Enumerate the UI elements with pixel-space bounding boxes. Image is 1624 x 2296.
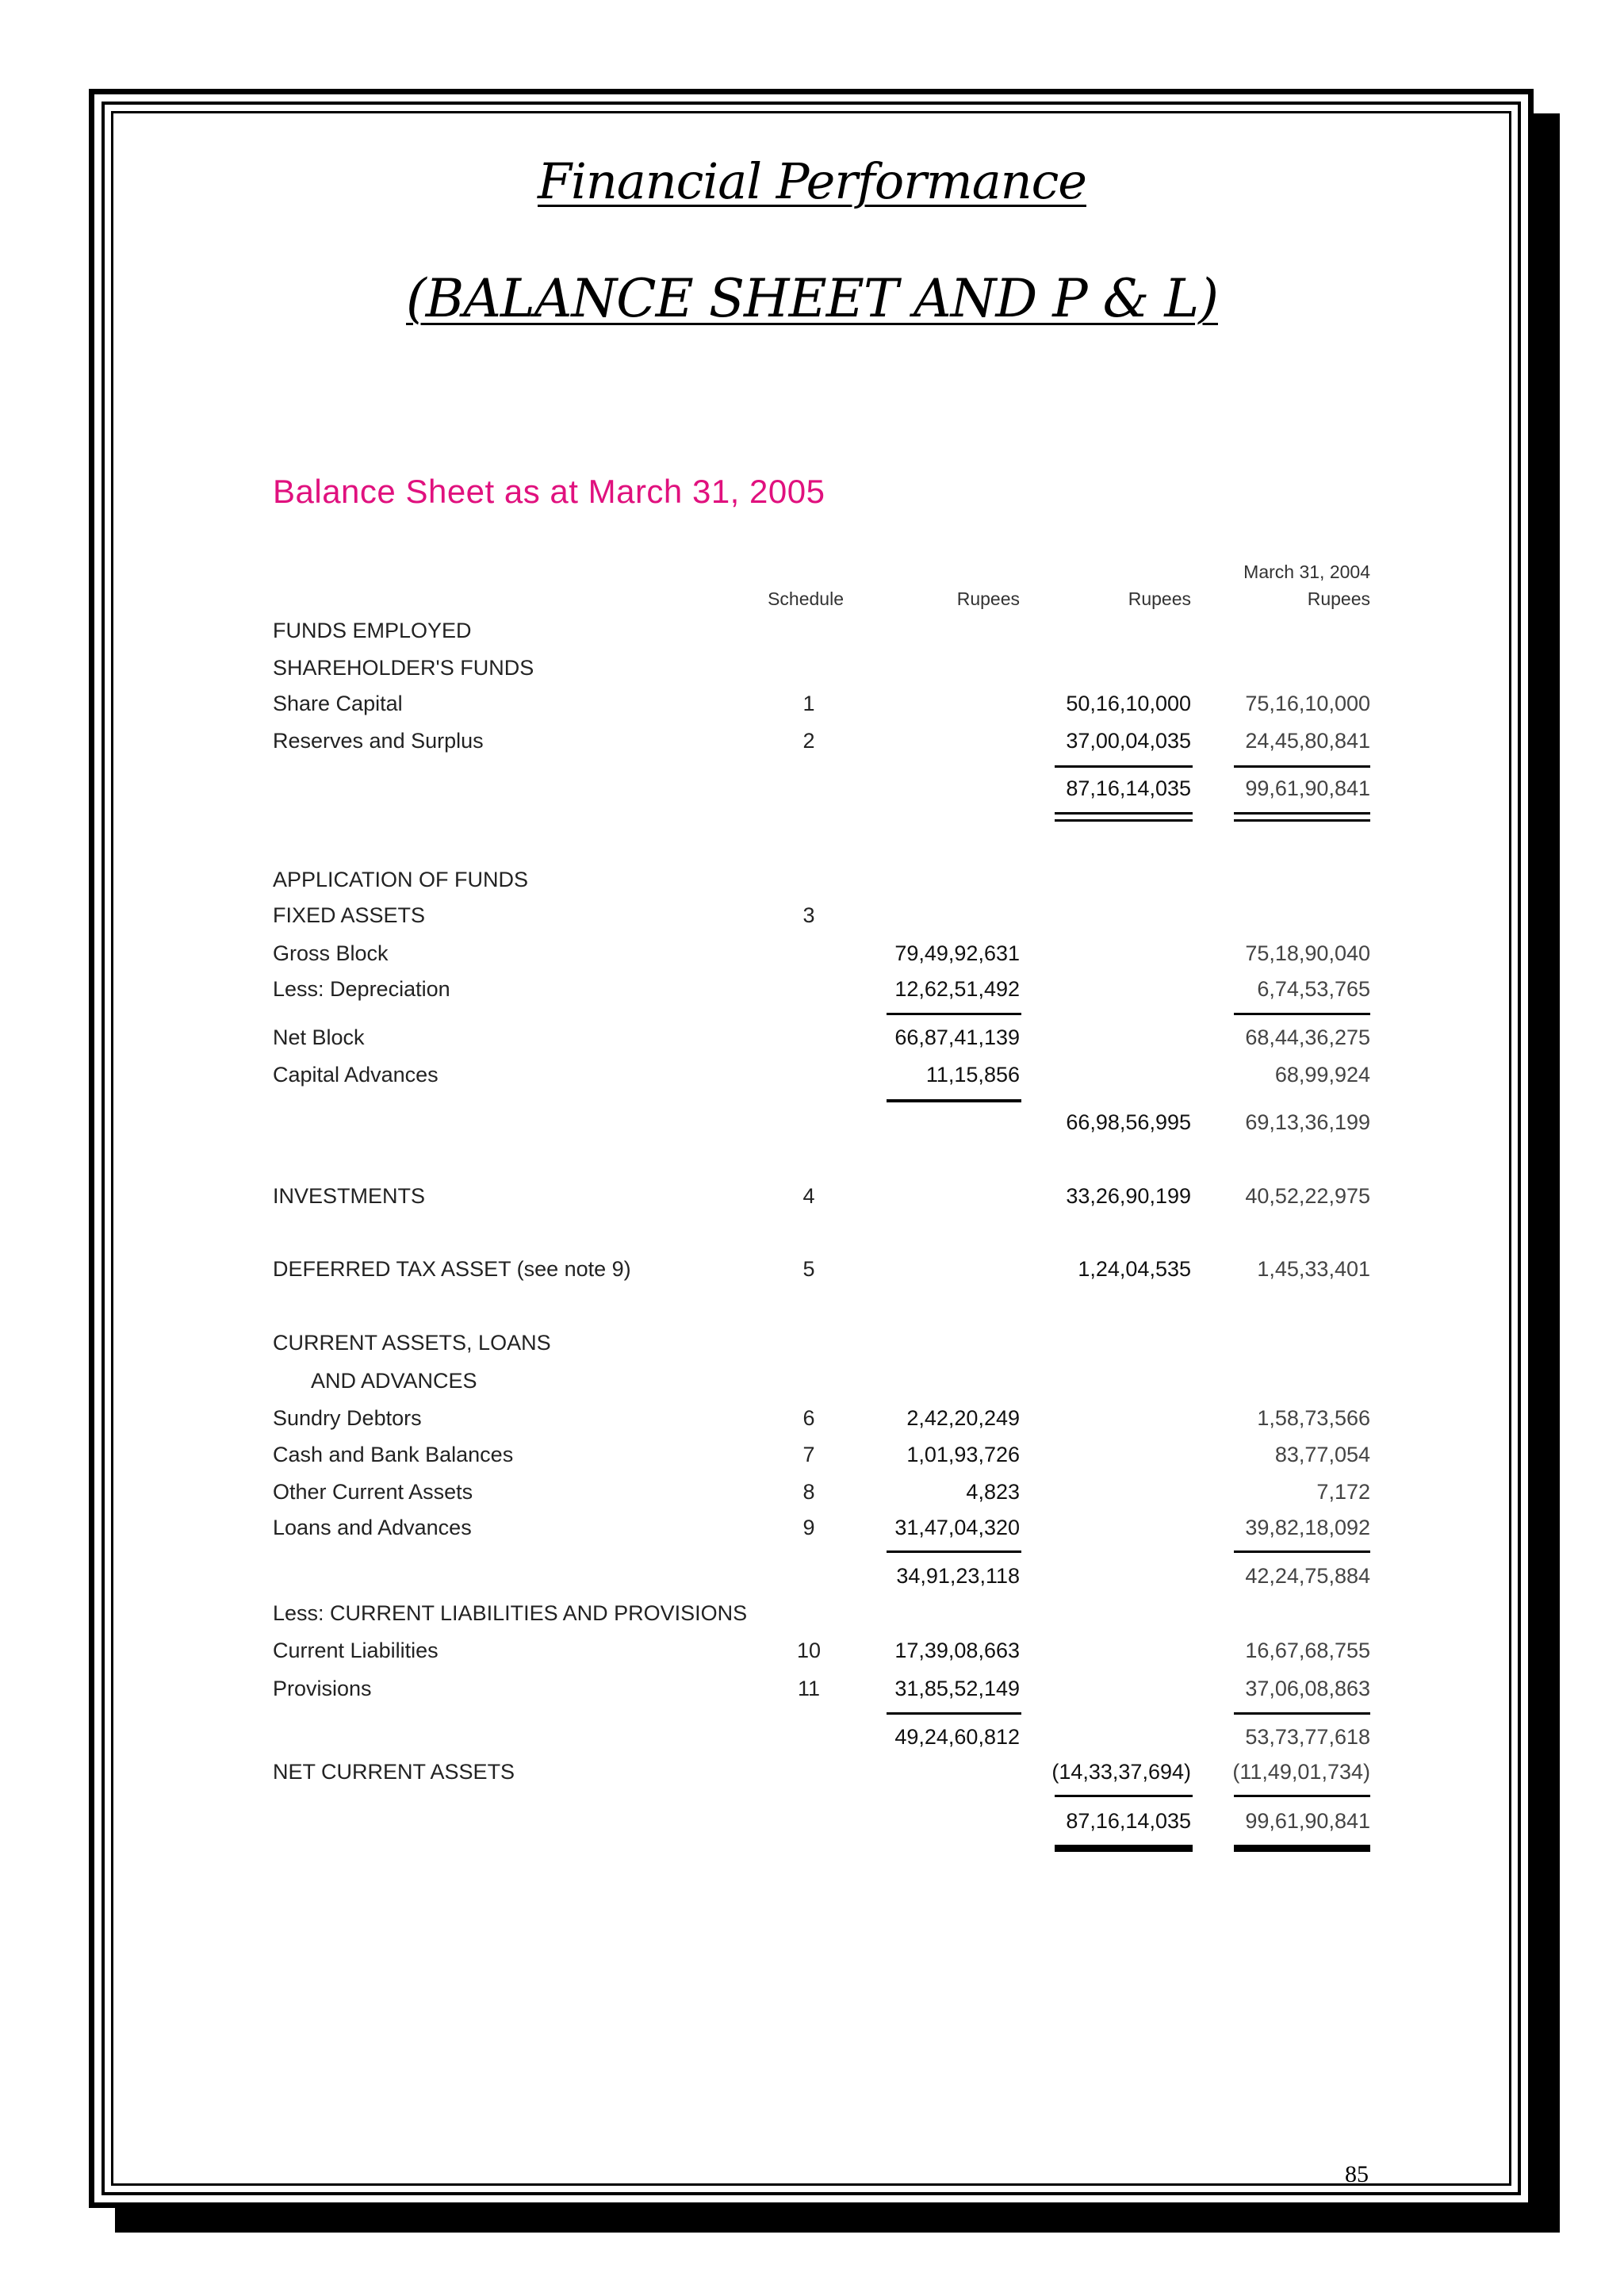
column-header-prev-year: March 31, 2004 bbox=[1243, 562, 1370, 582]
row-value-prev: 42,24,75,884 bbox=[1245, 1564, 1370, 1588]
total-rule bbox=[887, 1099, 1021, 1102]
row-value-prev: 75,18,90,040 bbox=[1245, 941, 1370, 965]
row-value-prev: 69,13,36,199 bbox=[1245, 1110, 1370, 1134]
row-value-sub: 12,62,51,492 bbox=[894, 977, 1020, 1001]
row-value-prev: 39,82,18,092 bbox=[1245, 1516, 1370, 1539]
table-row bbox=[0, 1443, 1624, 1474]
table-row bbox=[0, 903, 1624, 935]
total-rule bbox=[1055, 1795, 1193, 1797]
row-schedule: 5 bbox=[802, 1257, 815, 1281]
row-value: 66,98,56,995 bbox=[1066, 1110, 1191, 1134]
row-value-sub: 11,15,856 bbox=[925, 1063, 1020, 1087]
row-schedule: 6 bbox=[802, 1406, 815, 1430]
column-header-rupees: Rupees bbox=[1128, 588, 1191, 609]
row-label: Loans and Advances bbox=[273, 1516, 472, 1539]
column-header-schedule: Schedule bbox=[768, 588, 844, 609]
row-value-prev: (11,49,01,734) bbox=[1232, 1760, 1370, 1784]
total-rule bbox=[1234, 1013, 1370, 1015]
row-label: Other Current Assets bbox=[273, 1480, 473, 1504]
row-label: AND ADVANCES bbox=[311, 1369, 477, 1393]
row-label: FUNDS EMPLOYED bbox=[273, 619, 472, 642]
row-label: APPLICATION OF FUNDS bbox=[273, 868, 529, 891]
row-value-sub: 79,49,92,631 bbox=[894, 941, 1020, 965]
row-value-prev: 1,45,33,401 bbox=[1257, 1257, 1370, 1281]
table-row bbox=[0, 1725, 1624, 1757]
total-rule bbox=[1234, 1550, 1370, 1553]
total-rule bbox=[887, 1013, 1021, 1015]
row-label: SHAREHOLDER'S FUNDS bbox=[273, 656, 534, 680]
balance-sheet-title: Balance Sheet as at March 31, 2005 bbox=[273, 473, 825, 510]
row-label: Provisions bbox=[273, 1677, 372, 1700]
row-schedule: 8 bbox=[802, 1480, 815, 1504]
row-value-prev: 7,172 bbox=[1316, 1480, 1370, 1504]
table-row bbox=[0, 1809, 1624, 1841]
total-rule bbox=[1234, 765, 1370, 768]
grand-total-rule bbox=[1055, 1845, 1193, 1852]
row-value-prev: 68,99,924 bbox=[1274, 1063, 1370, 1087]
row-label: Sundry Debtors bbox=[273, 1406, 422, 1430]
table-row bbox=[0, 1331, 1624, 1363]
row-value-prev: 6,74,53,765 bbox=[1257, 977, 1370, 1001]
row-value-sub: 1,01,93,726 bbox=[906, 1443, 1020, 1466]
column-header-rupees: Rupees bbox=[1307, 588, 1370, 609]
table-row bbox=[0, 1406, 1624, 1438]
row-schedule: 4 bbox=[802, 1184, 815, 1208]
table-row bbox=[0, 1480, 1624, 1512]
row-label: Capital Advances bbox=[273, 1063, 439, 1087]
row-value: (14,33,37,694) bbox=[1051, 1760, 1191, 1784]
row-value-prev: 24,45,80,841 bbox=[1245, 729, 1370, 753]
table-row bbox=[0, 1369, 1624, 1401]
row-label: CURRENT ASSETS, LOANS bbox=[273, 1331, 551, 1355]
row-value-sub: 66,87,41,139 bbox=[894, 1025, 1020, 1049]
total-rule bbox=[887, 1712, 1021, 1715]
row-schedule: 9 bbox=[802, 1516, 815, 1539]
row-value: 1,24,04,535 bbox=[1078, 1257, 1191, 1281]
row-value-prev: 99,61,90,841 bbox=[1245, 776, 1370, 800]
row-label: Current Liabilities bbox=[273, 1639, 439, 1662]
table-row bbox=[0, 656, 1624, 688]
double-rule bbox=[1234, 812, 1370, 815]
row-value-prev: 99,61,90,841 bbox=[1245, 1809, 1370, 1833]
row-label: INVESTMENTS bbox=[273, 1184, 426, 1208]
row-value-prev: 40,52,22,975 bbox=[1245, 1184, 1370, 1208]
row-schedule: 3 bbox=[802, 903, 815, 927]
table-row bbox=[0, 729, 1624, 761]
table-row bbox=[0, 619, 1624, 650]
table-row bbox=[0, 1760, 1624, 1792]
page-subtitle: (BALANCE SHEET AND P & L) bbox=[406, 268, 1218, 329]
page-title: Financial Performance bbox=[538, 152, 1086, 210]
double-rule bbox=[1234, 819, 1370, 822]
table-row bbox=[0, 941, 1624, 973]
row-value-sub: 31,47,04,320 bbox=[894, 1516, 1020, 1539]
table-row bbox=[0, 1677, 1624, 1708]
grand-total-rule bbox=[1234, 1845, 1370, 1852]
row-value-sub: 31,85,52,149 bbox=[894, 1677, 1020, 1700]
table-row bbox=[0, 1516, 1624, 1547]
table-row bbox=[0, 1184, 1624, 1216]
row-value-prev: 75,16,10,000 bbox=[1245, 692, 1370, 715]
row-value: 87,16,14,035 bbox=[1066, 776, 1191, 800]
column-header-rupees: Rupees bbox=[956, 588, 1020, 609]
row-value-prev: 68,44,36,275 bbox=[1245, 1025, 1370, 1049]
double-rule bbox=[1055, 819, 1193, 822]
row-schedule: 10 bbox=[796, 1639, 822, 1662]
row-label: Cash and Bank Balances bbox=[273, 1443, 514, 1466]
row-label: Reserves and Surplus bbox=[273, 729, 484, 753]
double-rule bbox=[1055, 812, 1193, 815]
total-rule bbox=[1234, 1712, 1370, 1715]
table-row bbox=[0, 1639, 1624, 1670]
total-rule bbox=[1055, 765, 1193, 768]
row-label: FIXED ASSETS bbox=[273, 903, 426, 927]
row-label: NET CURRENT ASSETS bbox=[273, 1760, 515, 1784]
table-row bbox=[0, 1063, 1624, 1094]
row-value-sub: 17,39,08,663 bbox=[894, 1639, 1020, 1662]
row-label: Net Block bbox=[273, 1025, 365, 1049]
row-value: 87,16,14,035 bbox=[1066, 1809, 1191, 1833]
table-row bbox=[0, 692, 1624, 723]
row-label: DEFERRED TAX ASSET (see note 9) bbox=[273, 1257, 631, 1281]
row-value-prev: 37,06,08,863 bbox=[1245, 1677, 1370, 1700]
row-value-sub: 2,42,20,249 bbox=[906, 1406, 1020, 1430]
row-label: Less: Depreciation bbox=[273, 977, 450, 1001]
row-schedule: 2 bbox=[802, 729, 815, 753]
row-label: Gross Block bbox=[273, 941, 389, 965]
row-label: Share Capital bbox=[273, 692, 403, 715]
row-value-sub: 4,823 bbox=[966, 1480, 1020, 1504]
row-value-prev: 83,77,054 bbox=[1274, 1443, 1370, 1466]
row-value: 37,00,04,035 bbox=[1066, 729, 1191, 753]
row-label: Less: CURRENT LIABILITIES AND PROVISIONS bbox=[273, 1601, 748, 1625]
row-schedule: 1 bbox=[802, 692, 815, 715]
row-value-prev: 53,73,77,618 bbox=[1245, 1725, 1370, 1749]
row-value-prev: 16,67,68,755 bbox=[1245, 1639, 1370, 1662]
table-row bbox=[0, 776, 1624, 808]
table-row bbox=[0, 868, 1624, 899]
page-number: 85 bbox=[1345, 2161, 1369, 2187]
table-row bbox=[0, 1564, 1624, 1596]
row-value: 33,26,90,199 bbox=[1066, 1184, 1191, 1208]
row-value-sub: 34,91,23,118 bbox=[896, 1564, 1020, 1588]
total-rule bbox=[1234, 1795, 1370, 1797]
table-row bbox=[0, 1601, 1624, 1633]
row-value-prev: 1,58,73,566 bbox=[1257, 1406, 1370, 1430]
row-schedule: 11 bbox=[797, 1677, 821, 1700]
row-value: 50,16,10,000 bbox=[1066, 692, 1191, 715]
table-row bbox=[0, 1110, 1624, 1142]
table-row bbox=[0, 977, 1624, 1009]
row-schedule: 7 bbox=[802, 1443, 815, 1466]
table-row bbox=[0, 1025, 1624, 1057]
table-row bbox=[0, 1257, 1624, 1289]
row-value-sub: 49,24,60,812 bbox=[894, 1725, 1020, 1749]
total-rule bbox=[887, 1550, 1021, 1553]
page-border bbox=[89, 89, 1534, 2208]
